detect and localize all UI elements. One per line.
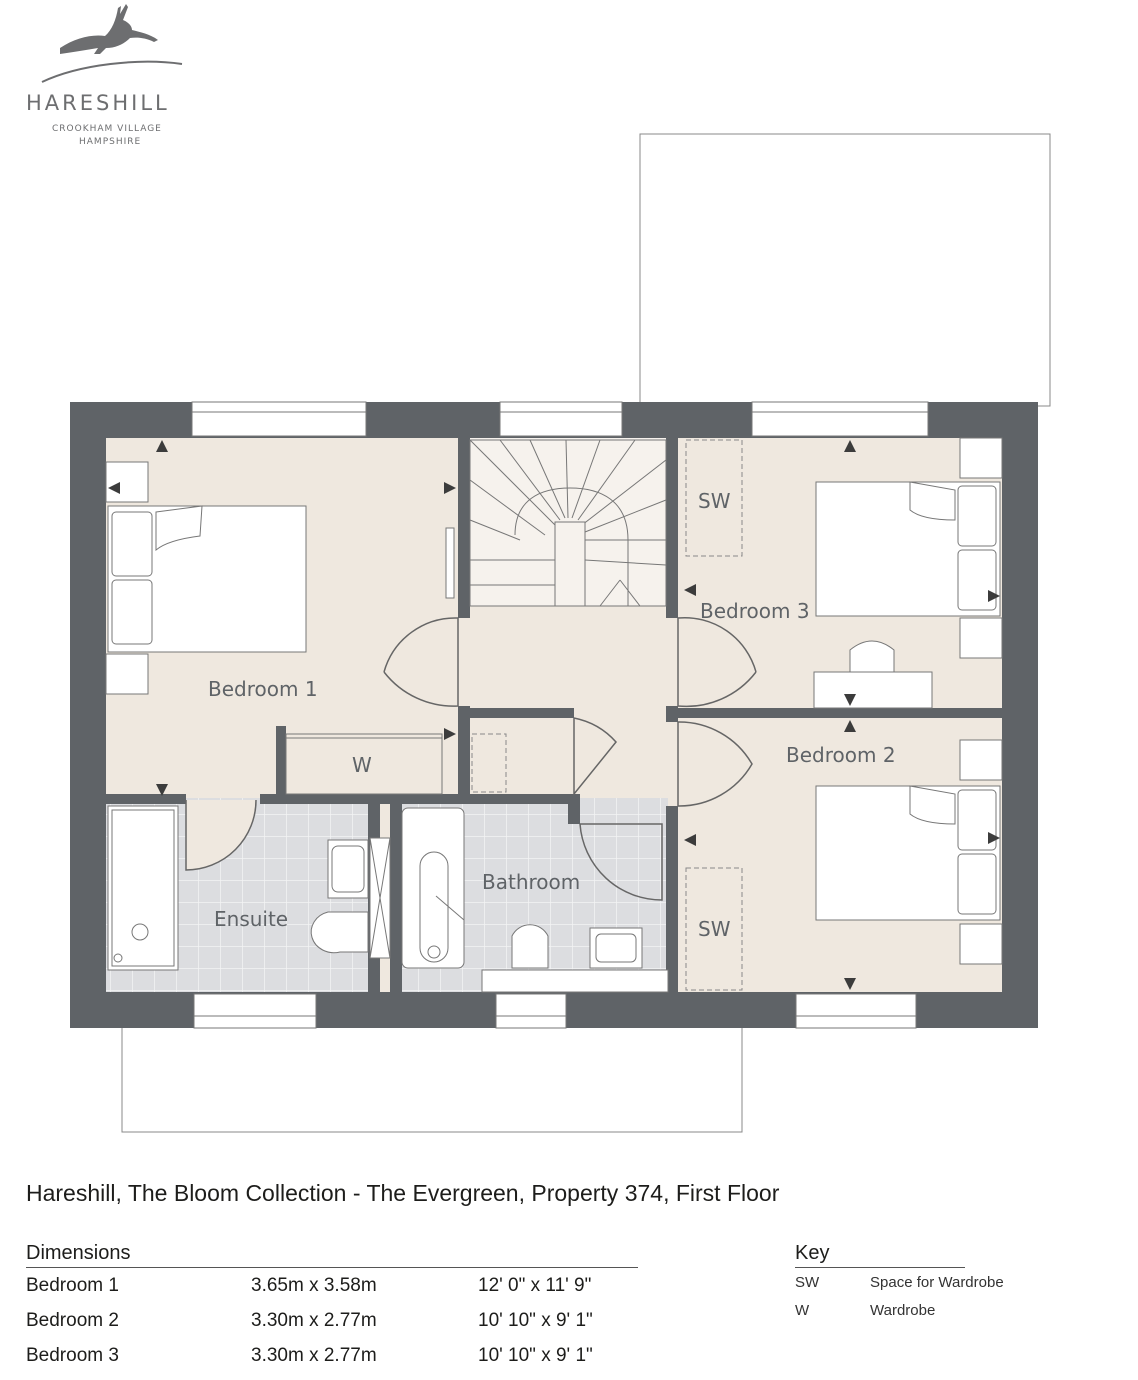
label-bedroom2: Bedroom 2 xyxy=(786,743,896,767)
roof-outline-bottom xyxy=(122,1024,742,1132)
key-row xyxy=(795,1268,1025,1296)
ensuite-toilet xyxy=(311,912,368,953)
key-code: W xyxy=(795,1301,810,1319)
dim-metric: 3.30m x 2.77m xyxy=(251,1344,377,1366)
key-legend xyxy=(795,1242,1025,1324)
bathroom-toilet xyxy=(512,925,548,968)
dim-imperial: 10' 10" x 9' 1" xyxy=(478,1309,593,1331)
dim-room: Bedroom 1 xyxy=(26,1274,119,1296)
plan-caption: Hareshill, The Bloom Collection - The Evergreen, Property 374, First Floor xyxy=(26,1180,780,1206)
logo-brand: HARESHILL xyxy=(26,91,170,115)
label-bathroom: Bathroom xyxy=(482,870,581,894)
dimensions-row xyxy=(26,1268,638,1303)
key-row xyxy=(795,1296,1025,1324)
dim-metric: 3.65m x 3.58m xyxy=(251,1274,377,1296)
key-meaning: Space for Wardrobe xyxy=(870,1273,1004,1291)
roof-outline-top xyxy=(640,134,1050,406)
dim-room: Bedroom 3 xyxy=(26,1344,119,1366)
key-meaning: Wardrobe xyxy=(870,1301,936,1319)
dim-room: Bedroom 2 xyxy=(26,1309,119,1331)
label-sw-bottom: SW xyxy=(698,917,731,941)
label-bedroom1: Bedroom 1 xyxy=(208,677,318,701)
dimensions-row xyxy=(26,1303,638,1338)
dim-metric: 3.30m x 2.77m xyxy=(251,1309,377,1331)
dim-imperial: 12' 0" x 11' 9" xyxy=(478,1274,592,1296)
label-wardrobe: W xyxy=(352,753,372,777)
label-sw-top: SW xyxy=(698,489,731,513)
label-ensuite: Ensuite xyxy=(214,907,289,931)
key-code: SW xyxy=(795,1273,820,1291)
dim-imperial: 10' 10" x 9' 1" xyxy=(478,1344,593,1366)
shower xyxy=(108,806,178,970)
logo-line2: HAMPSHIRE xyxy=(79,137,142,147)
label-bedroom3: Bedroom 3 xyxy=(700,599,810,623)
dimensions-table xyxy=(26,1242,638,1373)
dimensions-header: Dimensions xyxy=(26,1242,638,1268)
key-header: Key xyxy=(795,1242,965,1268)
dimensions-row xyxy=(26,1338,638,1373)
logo-line1: CROOKHAM VILLAGE xyxy=(52,124,162,134)
